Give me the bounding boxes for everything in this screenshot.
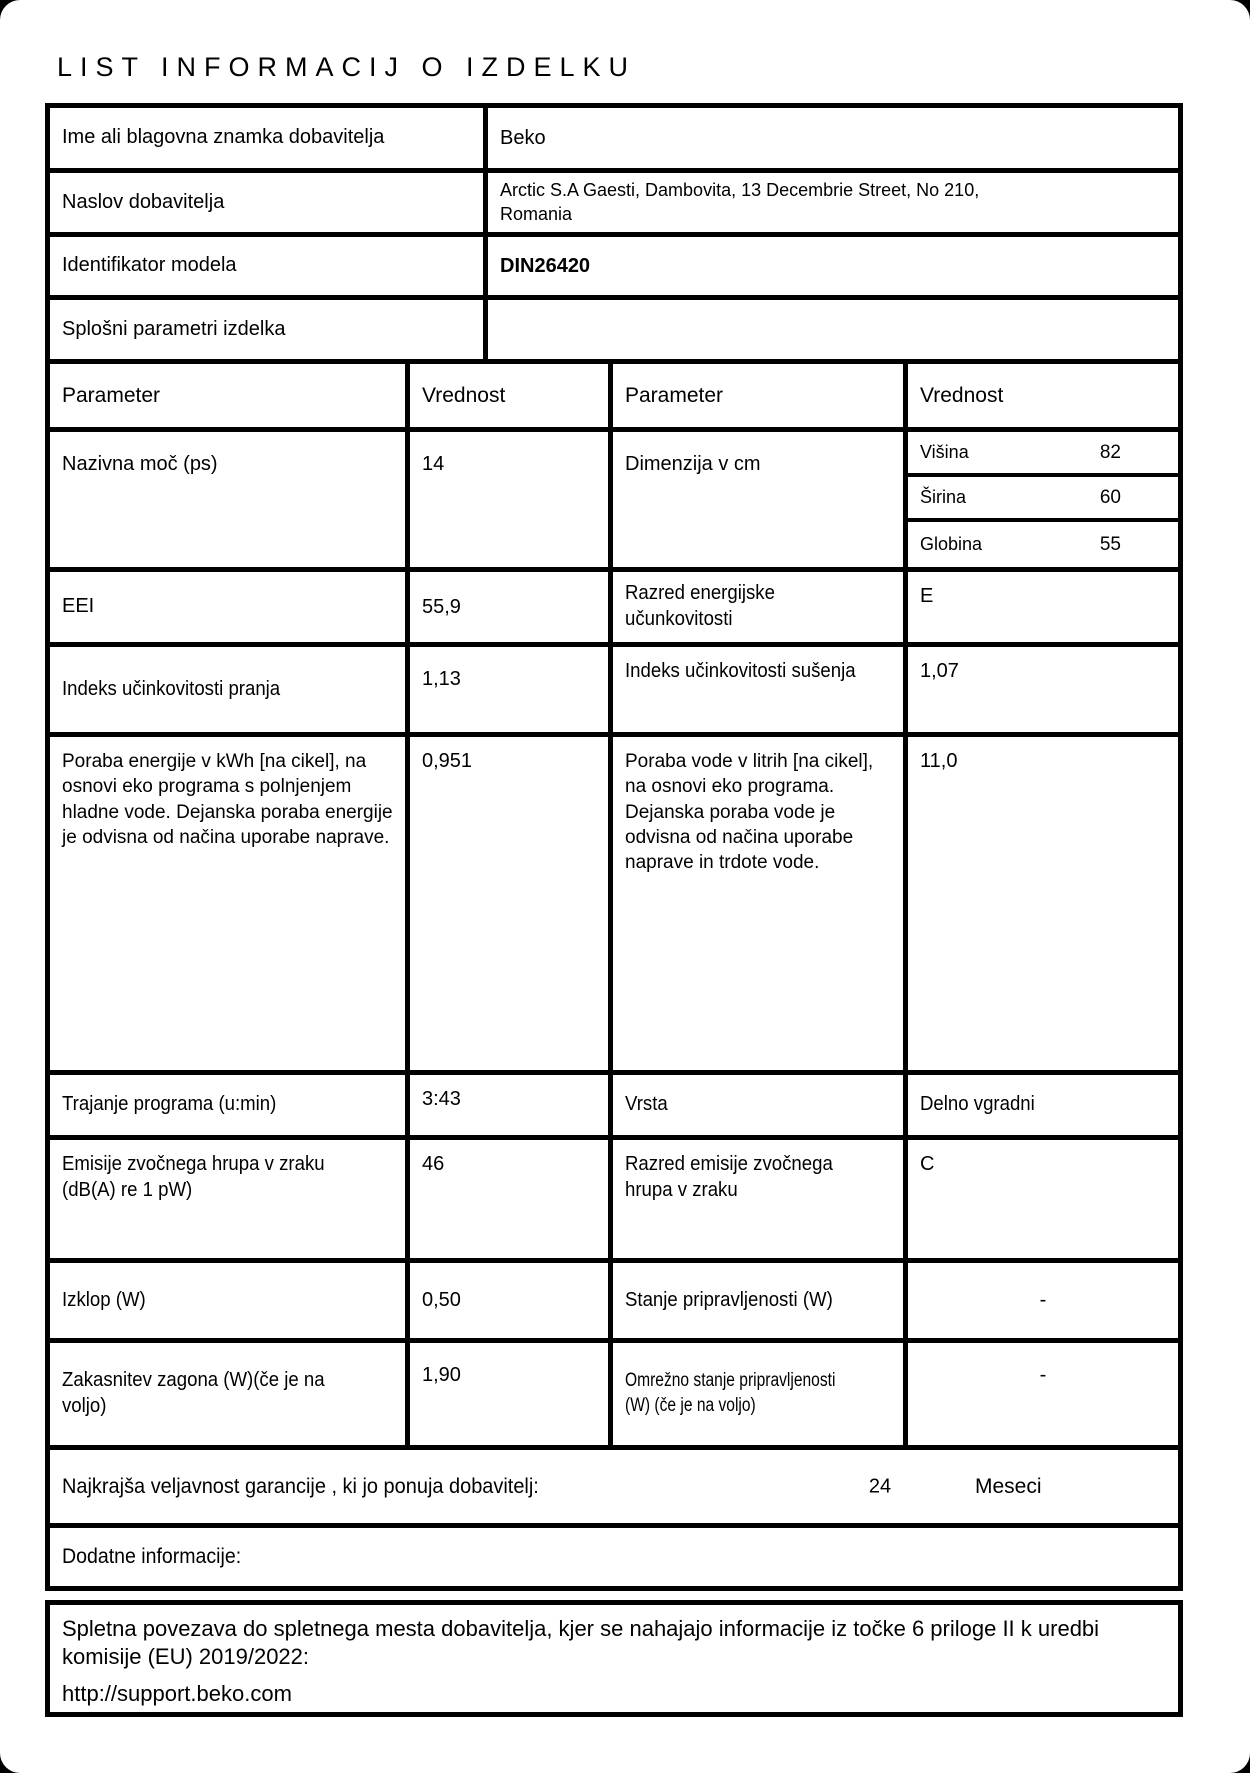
param-row-delaystart-networkstandby — [50, 1343, 1178, 1450]
website-url: http://support.beko.com — [62, 1681, 292, 1706]
dimension-height-label: Višina — [920, 442, 969, 462]
dimension-row-depth — [908, 522, 1178, 567]
rated-capacity-label: Nazivna moč (ps) — [50, 432, 410, 567]
programme-duration-label: Trajanje programa (u:min) — [62, 1093, 277, 1116]
standby-value: - — [1039, 1289, 1047, 1311]
header-value-1: Vrednost — [410, 364, 613, 427]
dimension-depth-value: 55 — [1099, 533, 1121, 555]
energy-consumption-label: Poraba energije v kWh [na cikel], na osnovi eko programa s polnjenjem hladne vode. Dejanska poraba energije je odvisna od načina uporabe naprave. — [50, 737, 410, 1070]
noise-class-value: C — [920, 1153, 935, 1175]
rated-capacity-value: 14 — [410, 432, 613, 567]
delay-start-value: 1,90 — [410, 1343, 613, 1445]
param-row-eei-energyclass — [50, 572, 1178, 647]
additional-info-label: Dodatne informacije: — [62, 1544, 242, 1568]
supplier-brand-label: Ime ali blagovna znamka dobavitelja — [50, 108, 488, 168]
off-mode-label: Izklop (W) — [62, 1288, 146, 1311]
energy-class-label: Razred energijske učunkovitosti — [625, 582, 775, 630]
supplier-address-row — [50, 173, 1178, 237]
off-mode-value: 0,50 — [410, 1263, 613, 1338]
eei-label: EEI — [50, 572, 410, 642]
warranty-row — [50, 1450, 1178, 1528]
cleaning-index-value: 1,13 — [410, 647, 613, 732]
warranty-label: Najkrajša veljavnost garancije , ki jo ponuja dobavitelj: — [62, 1474, 539, 1498]
model-identifier-value: DIN26420 — [500, 254, 591, 277]
dimensions-subtable — [908, 432, 1178, 567]
model-identifier-row — [50, 237, 1178, 300]
model-identifier-label: Identifikator modela — [50, 237, 488, 295]
networked-standby-label: Omrežno stanje pripravljenosti (W) (če je na voljo) — [625, 1370, 836, 1416]
supplier-brand-value: Beko — [500, 126, 546, 149]
drying-index-value: 1,07 — [920, 660, 959, 682]
param-row-capacity-dimensions — [50, 432, 1178, 572]
param-row-duration-type — [50, 1075, 1178, 1140]
noise-emission-label: Emisije zvočnega hrupa v zraku (dB(A) re 1 pW) — [62, 1153, 325, 1201]
type-value: Delno vgradni — [920, 1093, 1035, 1116]
general-parameters-value — [488, 300, 1178, 359]
param-header-row — [50, 364, 1178, 432]
website-text: Spletna povezava do spletnega mesta dobavitelja, kjer se nahajajo informacije iz točke 6 priloge II k uredbi komisije (EU) 2019/2022: — [62, 1616, 1100, 1669]
supplier-address-value: Arctic S.A Gaesti, Dambovita, 13 Decembrie Street, No 210, Romania — [500, 180, 980, 224]
delay-start-label: Zakasnitev zagona (W)(če je na voljo) — [62, 1369, 325, 1417]
dimension-row-width — [908, 477, 1178, 522]
dimension-depth-label: Globina — [920, 534, 983, 554]
general-parameters-row — [50, 300, 1178, 364]
header-value-2: Vrednost — [920, 383, 1004, 407]
param-row-energy-water — [50, 737, 1178, 1075]
energy-consumption-value: 0,951 — [410, 737, 613, 1070]
header-parameter-2: Parameter — [613, 364, 908, 427]
dimensions-label: Dimenzija v cm — [613, 432, 908, 567]
noise-emission-value: 46 — [410, 1140, 613, 1258]
drying-index-label: Indeks učinkovitosti sušenja — [625, 660, 856, 682]
water-consumption-value: 11,0 — [920, 750, 958, 772]
standby-label: Stanje pripravljenosti (W) — [625, 1288, 833, 1311]
dimension-height-value: 82 — [1099, 441, 1121, 463]
supplier-brand-row — [50, 108, 1178, 173]
energy-class-value: E — [920, 585, 934, 607]
additional-info-row — [50, 1528, 1178, 1586]
type-label: Vrsta — [625, 1093, 668, 1116]
website-box — [45, 1600, 1183, 1717]
supplier-address-label: Naslov dobavitelja — [50, 173, 488, 232]
water-consumption-label: Poraba vode v litrih [na cikel], na osnovi eko programa. Dejanska poraba vode je odvisna od načina uporabe naprave in trdote vode. — [613, 737, 908, 1070]
page-title: LIST INFORMACIJ O IZDELKU — [57, 52, 637, 82]
warranty-value: 24 — [868, 1475, 892, 1497]
param-row-noise — [50, 1140, 1178, 1263]
eei-value: 55,9 — [410, 572, 613, 642]
dimension-row-height — [908, 432, 1178, 477]
param-row-offmode-standby — [50, 1263, 1178, 1343]
warranty-unit: Meseci — [975, 1474, 1042, 1498]
networked-standby-value: - — [1039, 1364, 1047, 1386]
product-info-table — [45, 103, 1183, 1591]
dimension-width-value: 60 — [1099, 486, 1121, 508]
noise-class-label: Razred emisije zvočnega hrupa v zraku — [625, 1153, 833, 1201]
cleaning-index-label: Indeks učinkovitosti pranja — [62, 677, 281, 700]
param-row-cleaning-drying — [50, 647, 1178, 737]
header-parameter-1: Parameter — [50, 364, 410, 427]
programme-duration-value: 3:43 — [410, 1075, 613, 1135]
dimension-width-label: Širina — [920, 487, 967, 507]
general-parameters-label: Splošni parametri izdelka — [50, 300, 488, 359]
